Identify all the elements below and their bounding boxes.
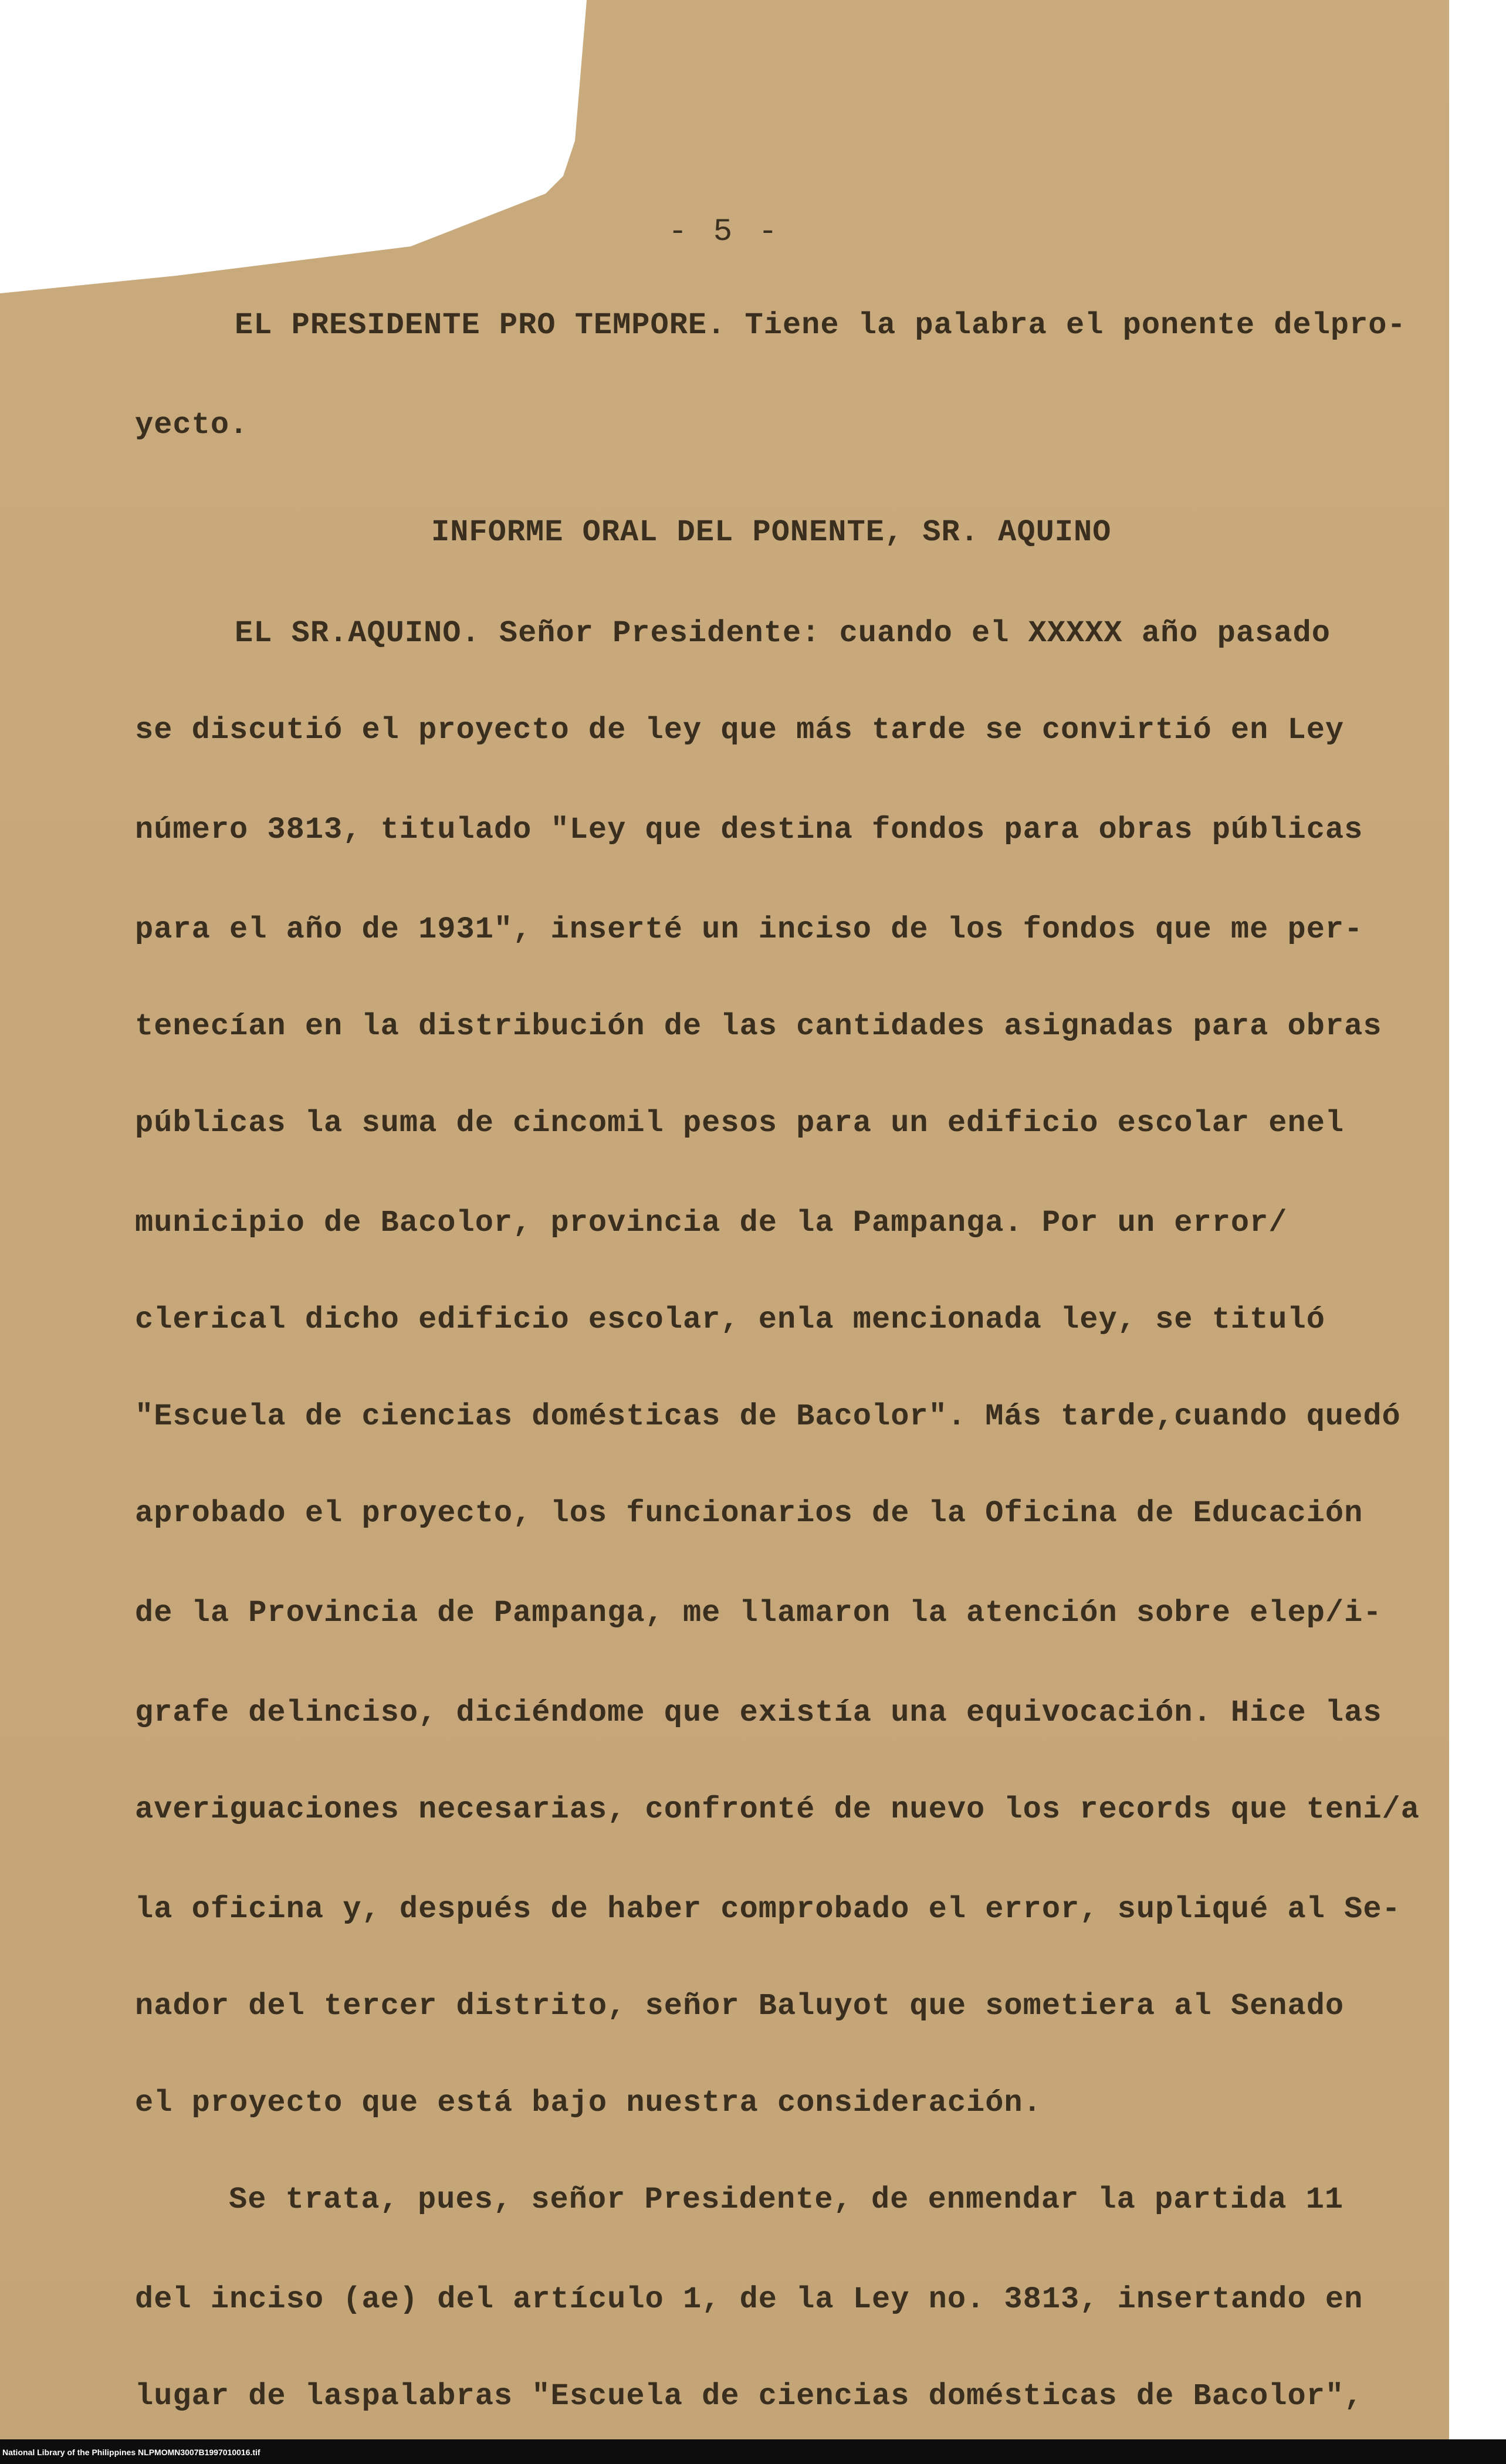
text-line-10: municipio de Bacolor, provincia de la Pampanga. Por un error/	[135, 1206, 1288, 1240]
text-line-16: averiguaciones necesarias, confronté de nuevo los records que teni/a	[135, 1792, 1420, 1827]
text-line-13: aprobado el proyecto, los funcionarios de la Oficina de Educación	[135, 1496, 1363, 1531]
text-line-1: EL PRESIDENTE PRO TEMPORE. Tiene la palabra el ponente delpro-	[235, 308, 1406, 343]
text-line-4: EL SR.AQUINO. Señor Presidente: cuando el XXXXX año pasado	[235, 616, 1331, 651]
text-line-11: clerical dicho edificio escolar, enla mencionada ley, se tituló	[135, 1302, 1325, 1337]
text-line-19: el proyecto que está bajo nuestra consideración.	[135, 2086, 1042, 2120]
section-heading: INFORME ORAL DEL PONENTE, SR. AQUINO	[431, 515, 1112, 550]
text-line-20: Se trata, pues, señor Presidente, de enmendar la partida 11	[229, 2182, 1344, 2217]
text-line-15: grafe delinciso, diciéndome que existía una equivocación. Hice las	[135, 1695, 1382, 1730]
text-line-22: lugar de laspalabras "Escuela de ciencias domésticas de Bacolor",	[135, 2379, 1363, 2414]
text-line-7: para el año de 1931", inserté un inciso de los fondos que me per-	[135, 912, 1363, 947]
text-line-12: "Escuela de ciencias domésticas de Bacolor". Más tarde,cuando quedó	[135, 1399, 1401, 1434]
scan-margin	[1449, 0, 1506, 2439]
text-line-9: públicas la suma de cincomil pesos para un edificio escolar enel	[135, 1106, 1345, 1140]
text-line-18: nador del tercer distrito, señor Baluyot que sometiera al Senado	[135, 1989, 1345, 2023]
text-line-2: yecto.	[135, 408, 249, 442]
text-line-14: de la Provincia de Pampanga, me llamaron la atención sobre elep/i-	[135, 1596, 1382, 1630]
archive-footer-label: National Library of the Philippines NLPMOMN3007B1997010016.tif	[2, 2448, 260, 2457]
text-line-6: número 3813, titulado "Ley que destina fondos para obras públicas	[135, 813, 1363, 847]
text-line-8: tenecían en la distribución de las cantidades asignadas para obras	[135, 1009, 1382, 1044]
text-line-21: del inciso (ae) del artículo 1, de la Ley no. 3813, insertando en	[135, 2282, 1363, 2317]
text-line-5: se discutió el proyecto de ley que más tarde se convirtió en Ley	[135, 713, 1345, 747]
page-number: - 5 -	[668, 214, 781, 250]
text-line-17: la oficina y, después de haber comprobado el error, supliqué al Se-	[135, 1892, 1401, 1927]
